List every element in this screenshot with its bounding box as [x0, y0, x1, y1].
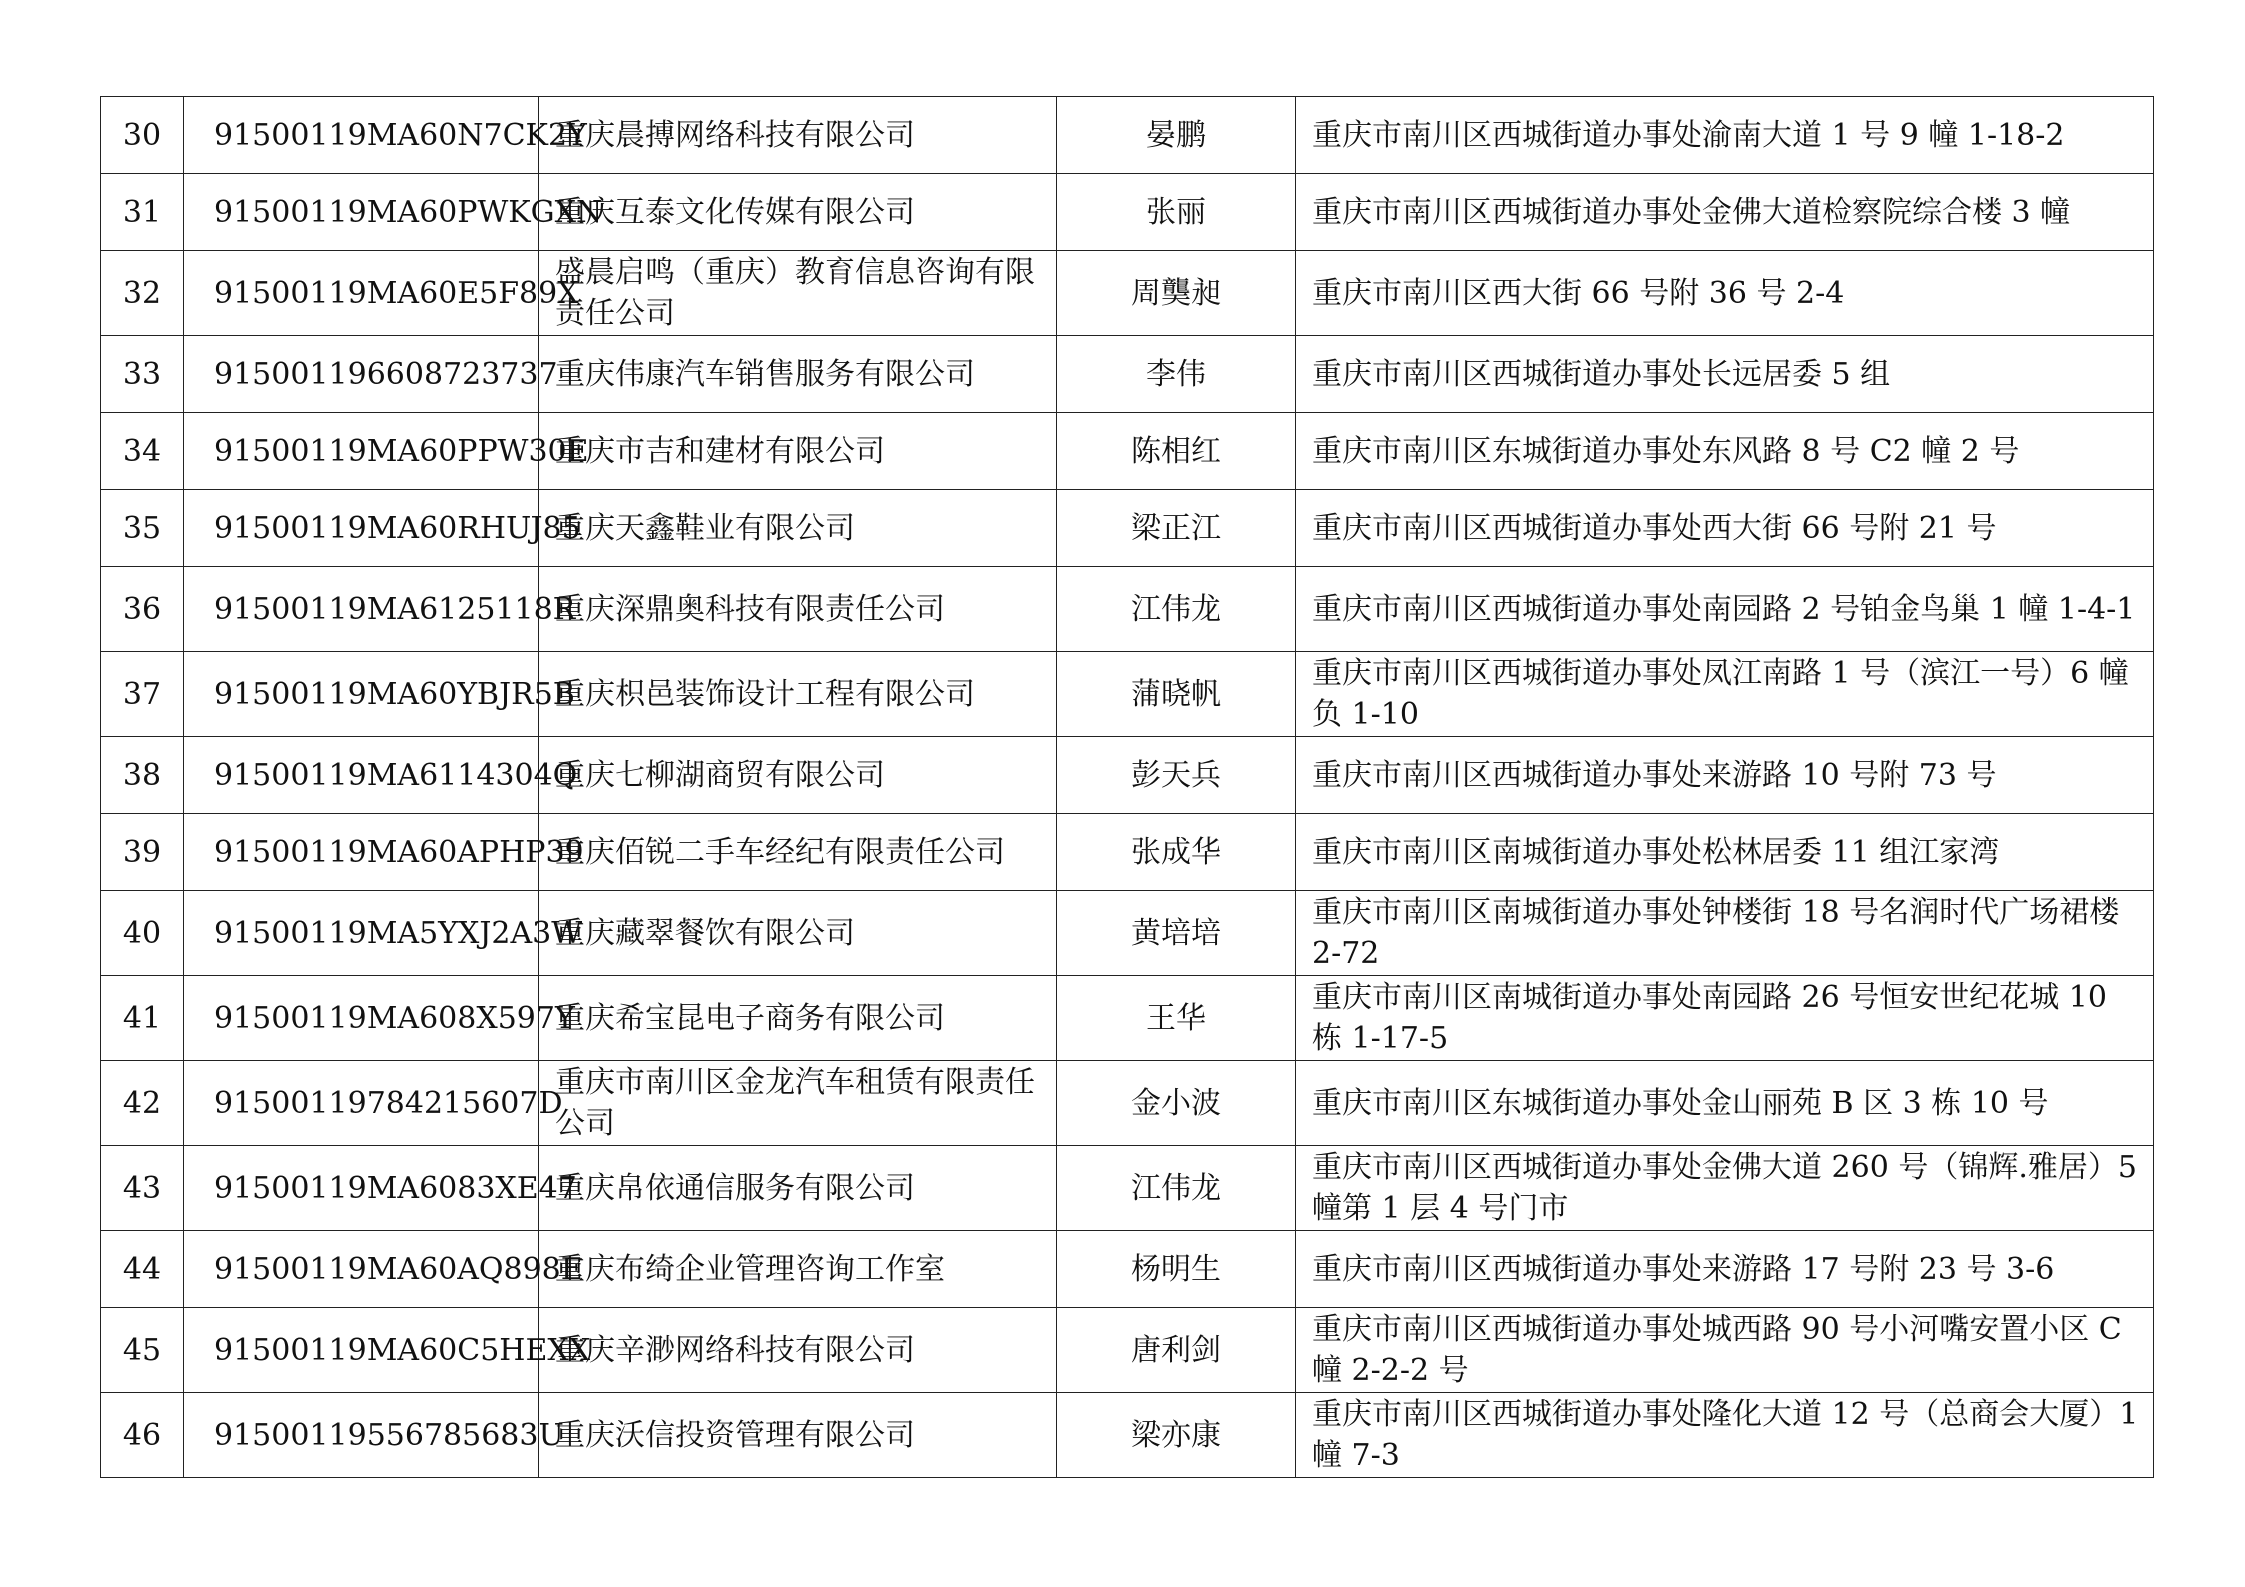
cell-company-name: 重庆伟康汽车销售服务有限公司	[539, 336, 1057, 413]
cell-company-name: 重庆市吉和建材有限公司	[539, 413, 1057, 490]
cell-credit-code: 91500119MA60PPW30E	[184, 413, 539, 490]
table-row	[101, 652, 2154, 737]
cell-number: 32	[101, 251, 184, 336]
table-row	[101, 336, 2154, 413]
cell-company-name: 重庆深鼎奥科技有限责任公司	[539, 567, 1057, 652]
cell-credit-code: 91500119MA5YXJ2A3W	[184, 891, 539, 976]
cell-number: 40	[101, 891, 184, 976]
cell-number: 39	[101, 814, 184, 891]
cell-number: 43	[101, 1146, 184, 1231]
cell-credit-code: 91500119MA6114304Q	[184, 737, 539, 814]
cell-address: 重庆市南川区西城街道办事处渝南大道 1 号 9 幢 1-18-2	[1296, 97, 2154, 174]
cell-company-name: 重庆互泰文化传媒有限公司	[539, 174, 1057, 251]
cell-legal-representative: 梁正江	[1057, 490, 1296, 567]
cell-company-name: 重庆辛渺网络科技有限公司	[539, 1308, 1057, 1393]
table-row	[101, 174, 2154, 251]
cell-legal-representative: 江伟龙	[1057, 567, 1296, 652]
cell-company-name: 重庆希宝昆电子商务有限公司	[539, 976, 1057, 1061]
company-table	[100, 96, 2154, 1478]
cell-company-name: 重庆市南川区金龙汽车租赁有限责任公司	[539, 1061, 1057, 1146]
cell-address: 重庆市南川区西城街道办事处金佛大道检察院综合楼 3 幢	[1296, 174, 2154, 251]
table-row	[101, 567, 2154, 652]
table-row	[101, 490, 2154, 567]
cell-legal-representative: 唐利剑	[1057, 1308, 1296, 1393]
table-row	[101, 737, 2154, 814]
cell-number: 33	[101, 336, 184, 413]
cell-credit-code: 91500119MA60APHP39	[184, 814, 539, 891]
cell-legal-representative: 王华	[1057, 976, 1296, 1061]
cell-credit-code: 91500119MA60AQ898E	[184, 1231, 539, 1308]
cell-company-name: 重庆藏翠餐饮有限公司	[539, 891, 1057, 976]
cell-number: 42	[101, 1061, 184, 1146]
cell-number: 44	[101, 1231, 184, 1308]
cell-number: 36	[101, 567, 184, 652]
cell-company-name: 重庆七柳湖商贸有限公司	[539, 737, 1057, 814]
cell-credit-code: 915001196608723737	[184, 336, 539, 413]
cell-credit-code: 91500119556785683U	[184, 1393, 539, 1478]
table-row	[101, 1393, 2154, 1478]
cell-address: 重庆市南川区东城街道办事处东风路 8 号 C2 幢 2 号	[1296, 413, 2154, 490]
cell-credit-code: 91500119MA60PWKGXN	[184, 174, 539, 251]
cell-address: 重庆市南川区西城街道办事处来游路 17 号附 23 号 3-6	[1296, 1231, 2154, 1308]
cell-address: 重庆市南川区南城街道办事处钟楼街 18 号名润时代广场裙楼 2-72	[1296, 891, 2154, 976]
cell-number: 45	[101, 1308, 184, 1393]
cell-legal-representative: 陈相红	[1057, 413, 1296, 490]
cell-number: 38	[101, 737, 184, 814]
table-row	[101, 1146, 2154, 1231]
cell-address: 重庆市南川区西城街道办事处隆化大道 12 号（总商会大厦）1 幢 7-3	[1296, 1393, 2154, 1478]
cell-credit-code: 91500119784215607D	[184, 1061, 539, 1146]
cell-credit-code: 91500119MA60N7CK2Y	[184, 97, 539, 174]
table-row	[101, 97, 2154, 174]
table-body	[101, 97, 2154, 1478]
cell-number: 37	[101, 652, 184, 737]
cell-legal-representative: 张成华	[1057, 814, 1296, 891]
cell-legal-representative: 晏鹏	[1057, 97, 1296, 174]
cell-company-name: 重庆沃信投资管理有限公司	[539, 1393, 1057, 1478]
cell-legal-representative: 杨明生	[1057, 1231, 1296, 1308]
table-row	[101, 251, 2154, 336]
cell-legal-representative: 周龑昶	[1057, 251, 1296, 336]
cell-credit-code: 91500119MA60E5F89X	[184, 251, 539, 336]
cell-address: 重庆市南川区西城街道办事处西大街 66 号附 21 号	[1296, 490, 2154, 567]
cell-number: 41	[101, 976, 184, 1061]
cell-address: 重庆市南川区西大街 66 号附 36 号 2-4	[1296, 251, 2154, 336]
cell-address: 重庆市南川区南城街道办事处松林居委 11 组江家湾	[1296, 814, 2154, 891]
cell-number: 34	[101, 413, 184, 490]
cell-address: 重庆市南川区西城街道办事处金佛大道 260 号（锦辉.雅居）5 幢第 1 层 4 号门市	[1296, 1146, 2154, 1231]
cell-address: 重庆市南川区西城街道办事处南园路 2 号铂金鸟巢 1 幢 1-4-1	[1296, 567, 2154, 652]
cell-company-name: 重庆天鑫鞋业有限公司	[539, 490, 1057, 567]
table-row	[101, 1061, 2154, 1146]
cell-credit-code: 91500119MA6125118R	[184, 567, 539, 652]
cell-address: 重庆市南川区西城街道办事处凤江南路 1 号（滨江一号）6 幢负 1-10	[1296, 652, 2154, 737]
cell-legal-representative: 李伟	[1057, 336, 1296, 413]
cell-number: 35	[101, 490, 184, 567]
cell-legal-representative: 金小波	[1057, 1061, 1296, 1146]
cell-credit-code: 91500119MA6083XE47	[184, 1146, 539, 1231]
cell-credit-code: 91500119MA60YBJR5B	[184, 652, 539, 737]
cell-address: 重庆市南川区西城街道办事处城西路 90 号小河嘴安置小区 C 幢 2-2-2 号	[1296, 1308, 2154, 1393]
cell-legal-representative: 蒲晓帆	[1057, 652, 1296, 737]
cell-address: 重庆市南川区东城街道办事处金山丽苑 B 区 3 栋 10 号	[1296, 1061, 2154, 1146]
cell-company-name: 重庆帛依通信服务有限公司	[539, 1146, 1057, 1231]
cell-company-name: 重庆枳邑装饰设计工程有限公司	[539, 652, 1057, 737]
cell-legal-representative: 黄培培	[1057, 891, 1296, 976]
cell-legal-representative: 彭天兵	[1057, 737, 1296, 814]
cell-company-name: 重庆佰锐二手车经纪有限责任公司	[539, 814, 1057, 891]
table-row	[101, 814, 2154, 891]
table-row	[101, 1231, 2154, 1308]
cell-credit-code: 91500119MA608X597Y	[184, 976, 539, 1061]
cell-legal-representative: 张丽	[1057, 174, 1296, 251]
cell-number: 30	[101, 97, 184, 174]
table-row	[101, 891, 2154, 976]
table-row	[101, 413, 2154, 490]
table-row	[101, 976, 2154, 1061]
cell-address: 重庆市南川区南城街道办事处南园路 26 号恒安世纪花城 10 栋 1-17-5	[1296, 976, 2154, 1061]
cell-company-name: 重庆布绮企业管理咨询工作室	[539, 1231, 1057, 1308]
cell-company-name: 盛晨启鸣（重庆）教育信息咨询有限责任公司	[539, 251, 1057, 336]
cell-company-name: 重庆晨搏网络科技有限公司	[539, 97, 1057, 174]
cell-credit-code: 91500119MA60RHUJ85	[184, 490, 539, 567]
cell-credit-code: 91500119MA60C5HEXX	[184, 1308, 539, 1393]
cell-number: 31	[101, 174, 184, 251]
cell-number: 46	[101, 1393, 184, 1478]
cell-legal-representative: 梁亦康	[1057, 1393, 1296, 1478]
cell-address: 重庆市南川区西城街道办事处长远居委 5 组	[1296, 336, 2154, 413]
cell-address: 重庆市南川区西城街道办事处来游路 10 号附 73 号	[1296, 737, 2154, 814]
table-row	[101, 1308, 2154, 1393]
cell-legal-representative: 江伟龙	[1057, 1146, 1296, 1231]
